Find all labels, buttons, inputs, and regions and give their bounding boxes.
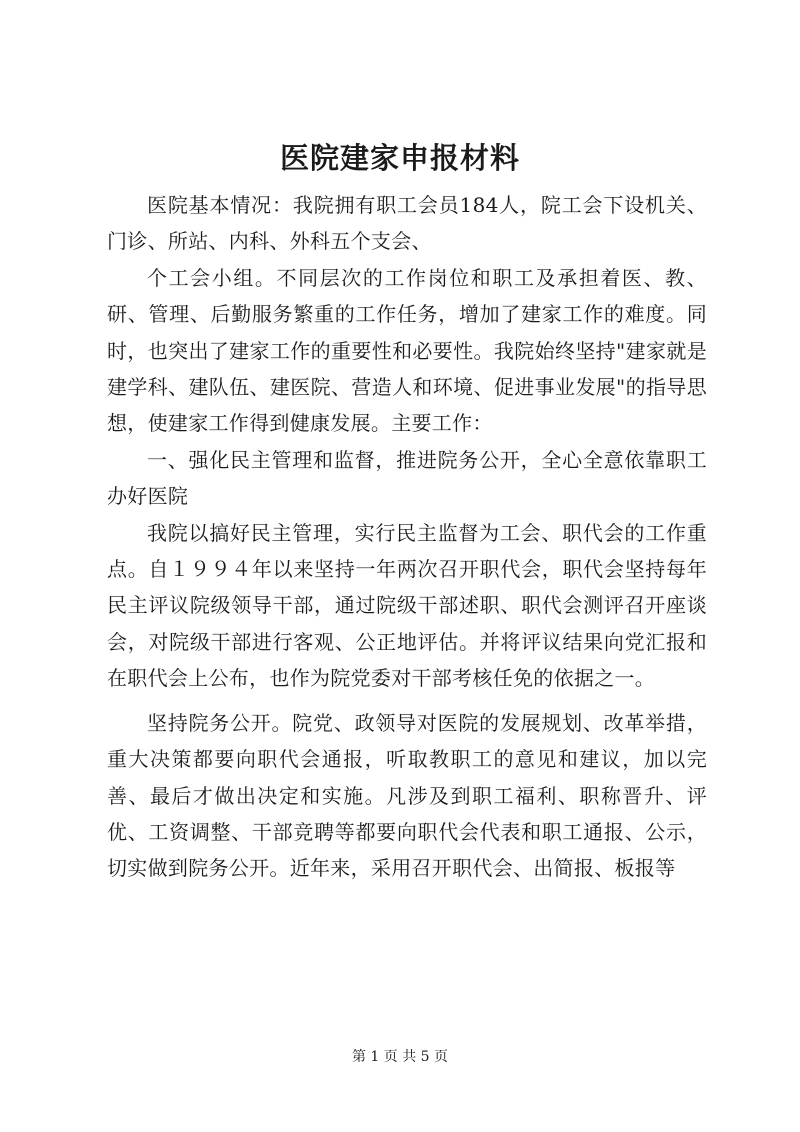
section-heading-1: 一、强化民主管理和监督，推进院务公开，全心全意依靠职工办好医院 [107,447,707,509]
paragraph-basic-info: 医院基本情况：我院拥有职工会员184人，院工会下设机关、门诊、所站、内科、外科五个支会、 [107,193,707,254]
document-body [107,187,707,887]
paragraph-union-groups: 个工会小组。不同层次的工作岗位和职工及承担着医、教、研、管理、后勤服务繁重的工作任务，增加了建家工作的难度。同时，也突出了建家工作的重要性和必要性。我院始终坚持"建家就是建学科、建队伍、建医院、营造人和环境、促进事业发展"的指导思想，使建家工作得到健康发展。主要工作： [107,265,707,436]
paragraph-affairs-disclosure: 坚持院务公开。院党、政领导对医院的发展规划、改革举措，重大决策都要向职代会通报，听取教职工的意见和建议，加以完善、最后才做出决定和实施。凡涉及到职工福利、职称晋升、评优、工资调整、干部竞聘等都要向职代会代表和职工通报、公示，切实做到院务公开。近年来，采用召开职代会、出简报、板报等 [107,710,707,881]
page-number-footer: 第 1 页 共 5 页 [351,1049,449,1065]
page-title: 医院建家申报材料 [279,141,520,175]
paragraph-democratic-management: 我院以搞好民主管理，实行民主监督为工会、职代会的工作重点。自１９９４年以来坚持一年两次召开职代会，职代会坚持每年民主评议院级领导干部，通过院级干部述职、职代会测评召开座谈会，对院级干部进行客观、公正地评估。并将评议结果向党汇报和在职代会上公布，也作为院党委对干部考核任免的依据之一。 [107,520,707,691]
